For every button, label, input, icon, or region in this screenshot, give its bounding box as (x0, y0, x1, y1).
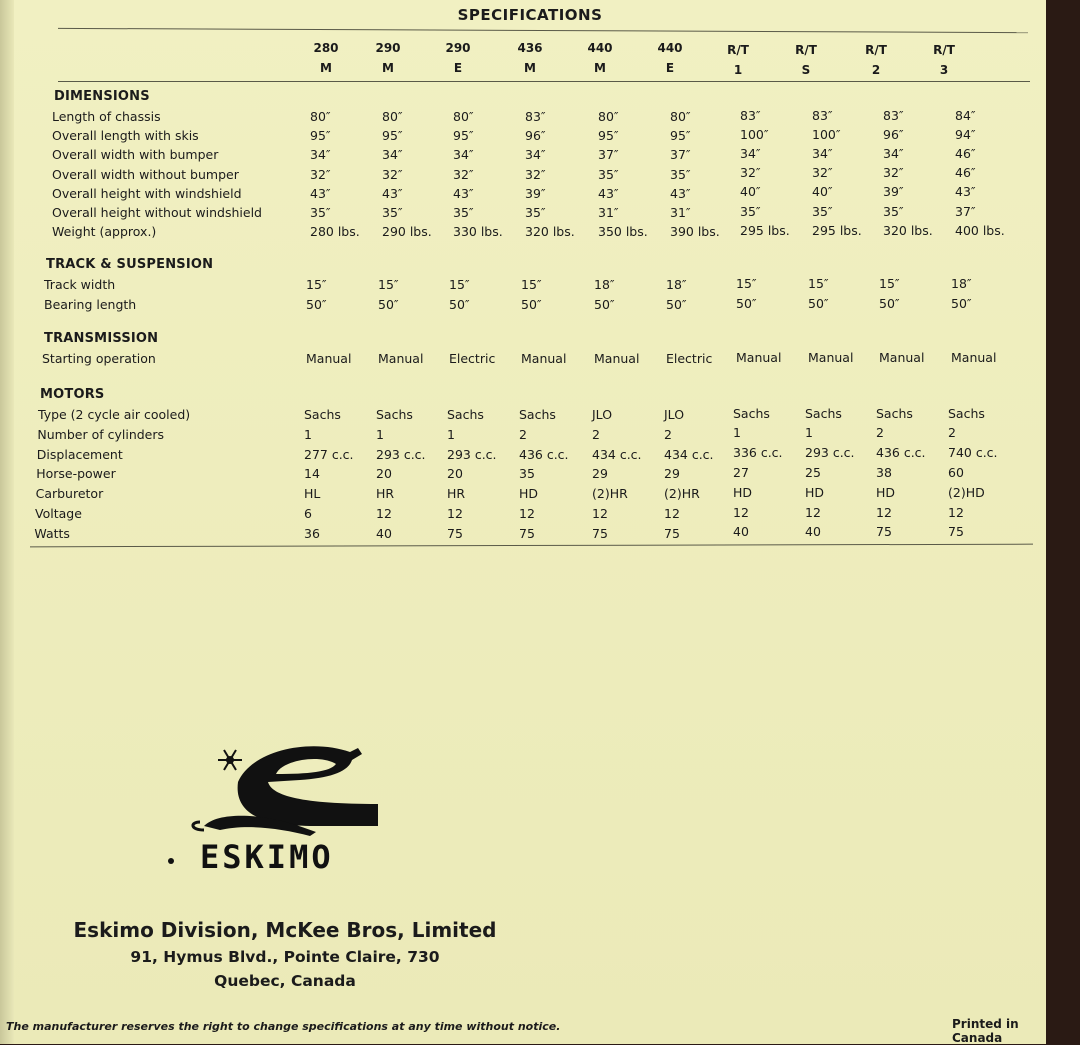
spec-cell: 75 (876, 524, 892, 540)
spec-cell: 95″ (382, 128, 403, 144)
spec-cell: Manual (378, 351, 424, 366)
spec-cell: 83″ (740, 107, 761, 123)
spec-cell: 15″ (449, 277, 470, 292)
spec-cell: HD (519, 486, 539, 502)
spec-cell: (2)HR (664, 486, 700, 502)
spec-cell: 18″ (951, 275, 972, 291)
spec-cell: 34″ (310, 147, 331, 163)
spec-cell: 12 (447, 506, 463, 521)
spec-cell: 43″ (382, 185, 403, 201)
spec-cell: Sachs (876, 405, 913, 421)
spec-cell: 40 (805, 524, 821, 540)
spec-cell: 31″ (598, 205, 619, 220)
spec-cell: 434 c.c. (664, 446, 714, 462)
model-header-line2: M (594, 61, 606, 75)
section-title: TRACK & SUSPENSION (46, 257, 214, 272)
spec-cell: 39″ (525, 185, 546, 201)
spec-cell: 12 (805, 504, 821, 520)
spec-cell: (2)HR (592, 486, 628, 502)
spec-cell: 35″ (740, 203, 761, 219)
row-label: Type (2 cycle air cooled) (38, 407, 191, 422)
spec-cell: 2 (664, 426, 672, 442)
spec-cell: 60 (948, 464, 964, 480)
printed-in: Printed in Canada (952, 1017, 1019, 1045)
spec-cell: 2 (876, 425, 884, 441)
spec-cell: 29 (664, 466, 680, 482)
spec-cell: Manual (521, 351, 567, 366)
row-label: Voltage (35, 506, 82, 521)
spec-cell: Sachs (733, 405, 770, 421)
spec-cell: JLO (592, 407, 613, 422)
spec-cell: 12 (876, 504, 892, 520)
spec-cell: 293 c.c. (805, 445, 855, 461)
spec-cell: 50″ (521, 297, 542, 312)
spec-cell: 1 (805, 425, 813, 441)
spec-cell: 83″ (525, 109, 546, 124)
model-header-line2: M (382, 61, 394, 75)
spec-cell: 295 lbs. (740, 222, 790, 238)
row-label: Length of chassis (52, 109, 161, 124)
spec-cell: 50″ (879, 295, 900, 311)
spec-cell: 80″ (310, 109, 331, 124)
model-header-line1: R/T (933, 43, 955, 57)
spec-cell: 12 (592, 506, 608, 521)
row-label: Starting operation (42, 351, 156, 366)
spec-cell: 75 (519, 525, 535, 541)
spec-cell: 434 c.c. (592, 446, 642, 462)
spec-cell: HD (876, 484, 896, 500)
spec-cell: 46″ (955, 145, 976, 161)
spec-cell: 336 c.c. (733, 445, 783, 461)
spec-cell: 34″ (740, 145, 761, 161)
model-header-line2: S (801, 63, 811, 77)
spec-cell: 32″ (310, 166, 331, 182)
header-rule-top (58, 28, 1028, 33)
spec-cell: 50″ (449, 297, 470, 312)
spec-cell: 35 (519, 466, 535, 482)
spec-cell: 43″ (598, 185, 619, 201)
spec-cell: 1 (376, 426, 384, 442)
spec-cell: Electric (666, 351, 713, 366)
spec-cell: 80″ (382, 109, 403, 124)
row-label: Bearing length (44, 297, 137, 312)
row-label: Overall width without bumper (52, 166, 239, 182)
spec-cell: 50″ (666, 297, 687, 312)
spec-cell: 50″ (736, 295, 757, 311)
spec-cell: 83″ (883, 107, 904, 123)
spec-cell: 43″ (453, 185, 474, 201)
spec-cell: 1 (447, 426, 455, 442)
spec-cell: 400 lbs. (955, 222, 1005, 238)
spec-cell: 40″ (812, 184, 833, 200)
spec-cell: Electric (449, 351, 496, 366)
spec-cell: 35″ (812, 203, 833, 219)
model-header-line1: 280 (313, 41, 339, 55)
spec-cell: 1 (304, 426, 312, 442)
spec-cell: 34″ (525, 147, 546, 163)
spec-cell: 38 (876, 464, 892, 480)
disclaimer: The manufacturer reserves the right to change specifications at any time without notice. (6, 1020, 561, 1033)
spec-cell: 330 lbs. (453, 224, 503, 240)
spec-cell: 43″ (670, 185, 691, 201)
spec-cell: 50″ (594, 297, 615, 312)
spec-cell: 320 lbs. (883, 222, 933, 238)
brand-dot (168, 858, 174, 864)
spec-cell: 14 (304, 466, 320, 482)
spec-cell: 32″ (525, 166, 546, 182)
spec-cell: 29 (592, 466, 608, 482)
spec-cell: 50″ (378, 297, 399, 312)
spec-cell: 96″ (525, 128, 546, 144)
spec-cell: 2 (592, 426, 600, 442)
row-label: Track width (44, 277, 116, 292)
page-title: SPECIFICATIONS (457, 6, 603, 24)
spec-cell: 32″ (453, 166, 474, 182)
row-label: Carburetor (35, 486, 104, 502)
spec-cell: 18″ (594, 277, 615, 292)
spec-cell: 20 (447, 466, 463, 482)
spec-cell: 35″ (883, 203, 904, 219)
spec-cell: 80″ (670, 109, 691, 124)
spec-cell: 20 (376, 466, 392, 482)
spec-cell: 280 lbs. (310, 224, 360, 240)
spec-cell: 95″ (670, 128, 691, 144)
spec-cell: 32″ (740, 165, 761, 181)
spec-cell: 36 (304, 525, 320, 541)
spec-cell: 43″ (310, 185, 331, 201)
spec-cell: 12 (664, 506, 680, 521)
spec-cell: (2)HD (948, 484, 985, 500)
spec-cell: 34″ (883, 145, 904, 161)
spec-cell: Manual (951, 349, 997, 365)
spec-cell: 100″ (740, 126, 769, 142)
spec-cell: 320 lbs. (525, 224, 575, 240)
spec-cell: 80″ (453, 109, 474, 124)
spec-cell: 50″ (306, 297, 327, 312)
spec-cell: 436 c.c. (519, 446, 569, 462)
spec-cell: 37″ (598, 147, 619, 163)
spec-cell: Manual (808, 349, 854, 365)
spec-cell: 436 c.c. (876, 445, 926, 461)
spec-cell: 15″ (736, 275, 757, 291)
spec-cell: 34″ (812, 145, 833, 161)
spec-cell: 95″ (310, 128, 331, 144)
model-header-line1: R/T (865, 43, 887, 57)
spec-cell: 75 (664, 525, 680, 541)
spec-cell: 37″ (955, 203, 976, 219)
spec-cell: 39″ (883, 184, 904, 200)
spec-cell: 35″ (310, 205, 331, 220)
spec-cell: 15″ (306, 277, 327, 292)
model-header-line2: 2 (871, 63, 881, 77)
row-label: Displacement (36, 446, 123, 462)
spec-cell: HD (733, 484, 753, 500)
spec-cell: Sachs (948, 405, 985, 421)
spec-cell: 12 (519, 506, 535, 521)
model-header-line1: R/T (795, 43, 817, 57)
header-rule-bottom (58, 81, 1030, 82)
spec-cell: 40 (376, 525, 392, 541)
spec-cell: 6 (304, 506, 312, 521)
row-label: Horse-power (36, 466, 116, 482)
spec-cell: 1 (733, 425, 741, 441)
spec-cell: Manual (594, 351, 640, 366)
spec-cell: 18″ (666, 277, 687, 292)
spec-cell: Manual (736, 349, 782, 365)
spec-cell: 2 (519, 426, 527, 442)
spec-cell: 277 c.c. (304, 446, 354, 462)
row-label: Number of cylinders (37, 426, 165, 442)
model-header-line1: 290 (375, 41, 401, 55)
spec-cell: 34″ (382, 147, 403, 163)
table-bottom-rule (30, 544, 1033, 548)
spec-cell: 83″ (812, 107, 833, 123)
spec-cell: Sachs (376, 407, 413, 422)
spec-cell: 293 c.c. (447, 446, 497, 462)
spec-cell: 15″ (808, 275, 829, 291)
spec-cell: 350 lbs. (598, 224, 648, 240)
row-label: Overall height without windshield (52, 205, 262, 220)
spec-cell: 84″ (955, 107, 976, 123)
spec-cell: 12 (733, 504, 749, 520)
spec-cell: 740 c.c. (948, 445, 998, 461)
page-edge (0, 0, 14, 1044)
spec-cell: 12 (948, 504, 964, 520)
spec-cell: 96″ (883, 126, 904, 142)
spec-cell: HD (805, 484, 825, 500)
company-name: Eskimo Division, McKee Bros, Limited (73, 918, 497, 942)
model-header-line1: 436 (517, 41, 543, 55)
spec-cell: 95″ (598, 128, 619, 144)
company-street: 91, Hymus Blvd., Pointe Claire, 730 (130, 948, 440, 966)
spec-cell: 27 (733, 464, 749, 480)
spec-cell: 95″ (453, 128, 474, 144)
row-label: Overall length with skis (52, 128, 199, 144)
spec-cell: 100″ (812, 126, 841, 142)
spec-cell: 32″ (382, 166, 403, 182)
model-header-line1: R/T (727, 43, 749, 57)
spec-cell: 94″ (955, 126, 976, 142)
spec-cell: Manual (306, 351, 352, 366)
row-label: Weight (approx.) (52, 224, 157, 240)
spec-cell: 75 (948, 524, 964, 540)
spec-cell: 35″ (670, 166, 691, 182)
section-title: MOTORS (40, 387, 105, 402)
model-header-line2: M (524, 61, 536, 75)
model-header-line2: E (665, 61, 675, 75)
model-header-line1: 440 (587, 41, 613, 55)
spec-cell: 46″ (955, 165, 976, 181)
spec-cell: Manual (879, 349, 925, 365)
row-label: Overall height with windshield (52, 185, 242, 201)
spec-cell: 37″ (670, 147, 691, 163)
model-header-line1: 290 (445, 41, 471, 55)
spec-cell: 35″ (598, 166, 619, 182)
spec-cell: 40 (733, 524, 749, 540)
spec-cell: 35″ (453, 205, 474, 220)
snowflake-icon (218, 750, 242, 770)
spec-cell: 34″ (453, 147, 474, 163)
spec-cell: 75 (447, 525, 463, 541)
spec-cell: 25 (805, 464, 821, 480)
company-city: Quebec, Canada (214, 972, 356, 990)
spec-cell: 40″ (740, 184, 761, 200)
spec-cell: 295 lbs. (812, 222, 862, 238)
model-header-line2: E (453, 61, 463, 75)
row-label: Overall width with bumper (52, 147, 219, 163)
spec-cell: HR (376, 486, 395, 502)
spec-cell: 290 lbs. (382, 224, 432, 240)
spec-cell: 32″ (812, 165, 833, 181)
spec-cell: 80″ (598, 109, 619, 124)
model-header-line2: 1 (733, 63, 743, 77)
spec-cell: 15″ (521, 277, 542, 292)
spec-cell: JLO (664, 407, 685, 422)
spec-cell: 12 (376, 506, 392, 521)
spec-cell: 35″ (382, 205, 403, 220)
spec-cell: Sachs (447, 407, 484, 422)
spec-cell: 390 lbs. (670, 224, 720, 240)
spec-cell: 15″ (879, 275, 900, 291)
spec-cell: 15″ (378, 277, 399, 292)
spec-cell: HR (447, 486, 466, 502)
model-header-line2: 3 (939, 63, 949, 77)
spec-cell: Sachs (304, 407, 341, 422)
model-header-line2: M (320, 61, 332, 75)
spec-cell: 35″ (525, 205, 546, 220)
row-label: Watts (34, 525, 70, 541)
section-title: DIMENSIONS (54, 89, 150, 104)
section-title: TRANSMISSION (44, 331, 159, 346)
spec-cell: 75 (592, 525, 608, 541)
spec-cell: 2 (948, 425, 956, 441)
model-header-line1: 440 (657, 41, 683, 55)
spec-cell: Sachs (519, 407, 556, 422)
spec-cell: 43″ (955, 184, 976, 200)
brand-name: ESKIMO (200, 838, 334, 876)
spec-cell: 50″ (951, 295, 972, 311)
spec-cell: 293 c.c. (376, 446, 426, 462)
spec-cell: 31″ (670, 205, 691, 220)
spec-cell: 50″ (808, 295, 829, 311)
spec-cell: Sachs (805, 405, 842, 421)
spec-cell: HL (304, 486, 321, 502)
spec-cell: 32″ (883, 165, 904, 181)
